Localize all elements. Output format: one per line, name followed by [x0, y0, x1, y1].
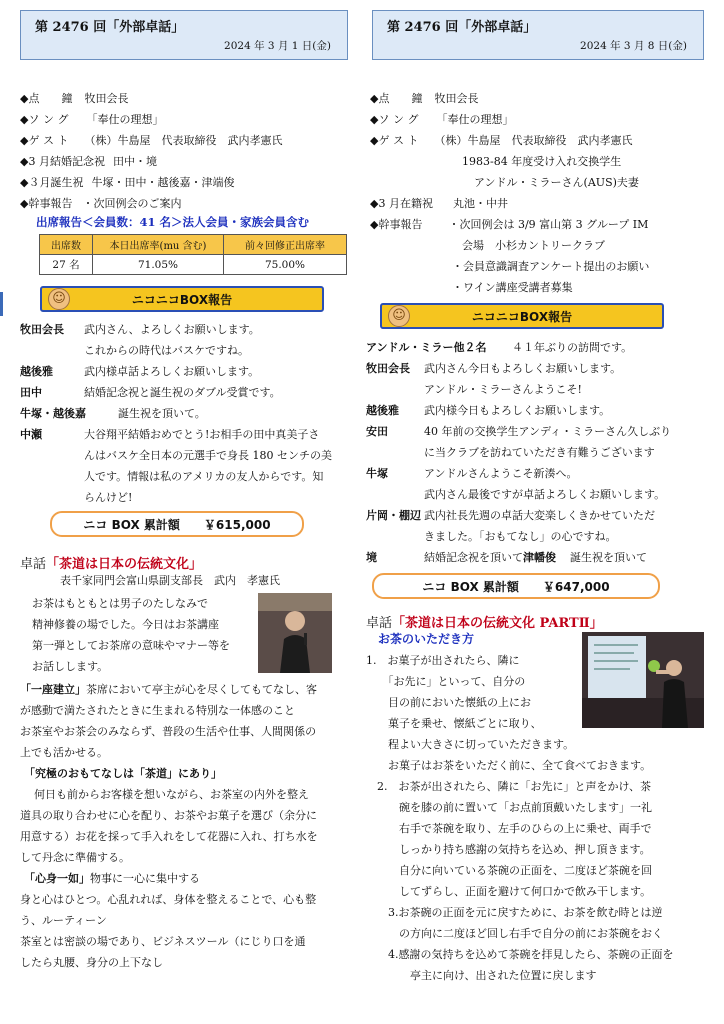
niko-message: 人です。情報は私のアメリカの友人からです。知: [84, 470, 324, 483]
niko-message: らんけど!: [84, 491, 133, 504]
attendance-value-cell: 27 名: [40, 255, 93, 275]
niko-name: アンドル・ミラー他２名: [366, 341, 487, 354]
step-line: 程よい大きさに切っていただきます。: [366, 738, 575, 751]
niko-banner: [40, 286, 324, 312]
paragraph-2-line: 道具の取り合わせに心を配り、お茶やお菓子を選び（余分に: [20, 809, 317, 822]
step-line: 目の前においた懐紙の上にお: [366, 696, 531, 709]
step-line: 碗を膝の前に置いて「お点前頂戴いたします」一礼: [366, 801, 652, 814]
paragraph-1-line: 茶席において亭主が心を尽くしてもてなし、客: [86, 683, 317, 696]
attendance-value-cell: 75.00%: [224, 255, 347, 275]
niko-banner: [380, 303, 664, 329]
program-item: [20, 92, 128, 106]
talk-body-line: 第一弾としてお茶席の意味やマナー等を: [32, 639, 230, 652]
niko-message: 武内さん、よろしくお願いします。: [84, 323, 260, 336]
step-line: しっかり持ち感謝の気持ちを込め、押し頂きます。: [366, 843, 651, 856]
left-header: [20, 10, 348, 60]
paragraph-1-line: お茶室やお茶会のみならず、普段の生活や仕事、人間関係の: [20, 725, 317, 738]
paragraph-1-head: 「一座建立」: [20, 683, 86, 696]
attendance-header-row: [40, 235, 347, 255]
niko-message: アンドル・ミラーさんようこそ!: [424, 383, 582, 396]
niko-message: アンドルさんようこそ新湊へ。: [424, 467, 578, 480]
paragraph-2-line: して丹念に準備する。: [20, 851, 130, 864]
left-header-date: 2024 年 3 月 1 日(金): [224, 40, 331, 52]
program-label: ◆幹事報告: [370, 218, 423, 231]
talk-title: [20, 553, 202, 572]
left-header-title: 第 2476 回「外部卓話」: [35, 20, 185, 35]
talk-title: [366, 612, 603, 631]
kanji-extra-line: ・会員意識調査アンケート提出のお願い: [452, 260, 650, 273]
niko-name: 牛塚・越後嘉: [20, 407, 86, 420]
program-item: [370, 134, 632, 148]
paragraph-3-head: 「心身一如」: [24, 872, 90, 885]
attendance-header-cell: 本日出席率(mu 含む): [93, 235, 224, 255]
niko-message: ４１年ぶりの訪問です。: [512, 341, 633, 354]
program-item: [20, 155, 157, 169]
step-line: 「お先に」といって、自分の: [366, 675, 526, 688]
program-item: [20, 176, 234, 190]
program-value: （株）牛島屋 代表取締役 武内孝憲氏: [434, 134, 633, 147]
niko-message: 結婚記念祝と誕生祝のダブル受賞です。: [84, 386, 281, 399]
niko-total-box: [50, 511, 304, 537]
step-line: 4.感謝の気持ちを込めて茶碗を拝見したら、茶碗の正面を: [366, 948, 674, 961]
edge-accent: [0, 292, 3, 316]
niko-message: これからの時代はバスケですね。: [84, 344, 249, 357]
niko-message: に当クラブを訪ねていただき有難うございます: [424, 446, 655, 459]
talk-prefix: 卓話: [366, 616, 393, 631]
speaker-line: 表千家同門会富山県副支部長 武内 孝憲氏: [60, 574, 280, 587]
paragraph-3-line: う、ルーティーン: [20, 914, 107, 927]
program-value: 田中・境: [112, 155, 157, 168]
niko-name: 安田: [366, 425, 388, 438]
program-label: ◆点 鐘: [20, 92, 73, 105]
niko-name: 牛塚: [366, 467, 388, 480]
niko-extra-text: 誕生祝を頂いて: [570, 551, 647, 564]
attendance-table: [39, 234, 347, 275]
niko-name: 牧田会長: [366, 362, 410, 375]
talk-title-text: 「茶道は日本の伝統文化 PARTⅡ」: [392, 616, 603, 631]
niko-message: 武内様今日もよろしくお願いします。: [424, 404, 611, 417]
talk-title-text: 「茶道は日本の伝統文化」: [46, 557, 203, 572]
niko-name: 越後雅: [20, 365, 53, 378]
step-line: お菓子はお茶をいただく前に、全て食べておきます。: [366, 759, 652, 772]
program-value: 牧田会長: [434, 92, 479, 105]
talk-subtitle: お茶のいただき方: [378, 632, 475, 646]
niko-banner-title: ニコニコBOX報告: [471, 310, 573, 324]
step-line: 2. お茶が出されたら、隣に「お先に」と声をかけ、茶: [366, 780, 652, 793]
niko-message: 武内社長先週の卓話大変楽しくきかせていただ: [424, 509, 655, 522]
niko-name: 牧田会長: [20, 323, 64, 336]
program-value: ・次回例会のご案内: [82, 197, 182, 210]
guest-extra-line: アンドル・ミラーさん(AUS)夫妻: [474, 176, 639, 189]
attendance-value-cell: 71.05%: [93, 255, 224, 275]
speaker-photo-image: [258, 593, 332, 673]
guest-extra-line: 1983-84 年度受け入れ交換学生: [462, 155, 622, 168]
program-item: [20, 197, 181, 211]
paragraph-2-head: 「究極のおもてなしは「茶道」にあり」: [24, 767, 222, 780]
paragraph-3-first: [24, 872, 200, 886]
program-value: 「奉仕の理想」: [436, 113, 514, 126]
kanji-extra-line: 会場 小杉カントリークラブ: [462, 239, 605, 252]
niko-message: 武内さん今日もよろしくお願いします。: [424, 362, 622, 375]
smile-icon: ☺: [48, 288, 70, 310]
program-label: ◆3 月在籍祝: [370, 197, 433, 210]
program-value: （株）牛島屋 代表取締役 武内孝憲氏: [84, 134, 283, 147]
niko-message: [424, 551, 647, 565]
attendance-header-cell: 出席数: [40, 235, 93, 255]
talk-prefix: 卓話: [20, 557, 47, 572]
step-line: 自分に向いている茶碗の正面を、二度ほど茶碗を回: [366, 864, 652, 877]
step-line: してずらし、正面を避けて何口かで飲み干します。: [366, 885, 652, 898]
niko-message: 武内さん最後ですが卓話よろしくお願いします。: [424, 488, 666, 501]
attendance-header-cell: 前々回修正出席率: [224, 235, 347, 255]
paragraph-3-line: 茶室とは密談の場であり、ビジネスツール（にじり口を通: [20, 935, 306, 948]
niko-total: ニコ BOX 累計額 ￥615,000: [83, 518, 271, 532]
step-line: 亭主に向け、出された位置に戻します: [366, 969, 597, 982]
program-item: [370, 197, 508, 211]
program-label: ◆3 月結婚記念祝: [20, 155, 105, 168]
paragraph-3-line: 物事に一心に集中する: [90, 872, 200, 885]
right-header-title: 第 2476 回「外部卓話」: [387, 20, 537, 35]
talk-body-line: 精神修養の場でした。今日はお茶講座: [32, 618, 219, 631]
paragraph-2-line: 何日も前からお客様を想いながら、お茶室の内外を整え: [34, 788, 309, 801]
niko-message: んはバスケ全日本の元選手で身長 180 センチの美: [84, 449, 332, 462]
paragraph-2-line: 用意する）お花を採って手入れをして花器に入れ、打ち水を: [20, 830, 318, 843]
kanji-extra-line: ・ワイン講座受講者募集: [452, 281, 573, 294]
niko-message: 武内様卓話よろしくお願いします。: [84, 365, 260, 378]
paragraph-1-line: 上でも活かせる。: [20, 746, 108, 759]
niko-message: 誕生祝を頂いて。: [118, 407, 206, 420]
program-value: 「奉仕の理想」: [86, 113, 164, 126]
niko-name: 越後雅: [366, 404, 399, 417]
niko-message: 大谷翔平結婚おめでとう!お相手の田中真美子さ: [84, 428, 320, 441]
step-line: 3.お茶碗の正面を元に戻すために、お茶を飲む時とは逆: [366, 906, 663, 919]
program-label: ◆ソ ン グ: [20, 113, 69, 126]
niko-name: 境: [366, 551, 377, 564]
program-item: [370, 92, 478, 106]
niko-message: きました。「おもてなし」の心ですね。: [424, 530, 617, 543]
talk-body-line: お話しします。: [32, 660, 109, 673]
niko-banner-title: ニコニコBOX報告: [131, 293, 233, 307]
program-label: ◆ソ ン グ: [370, 113, 419, 126]
program-label: ◆３月誕生祝: [20, 176, 84, 189]
step-line: の方向に二度ほど回し右手で自分の前にお茶碗をおく: [366, 927, 663, 940]
niko-message: 40 年前の交換学生アンディ・ミラーさん久しぶり: [424, 425, 672, 438]
niko-extra-name: 津幡俊: [523, 551, 556, 564]
program-item: [370, 218, 648, 232]
step-line: 1. お菓子が出されたら、隣に: [366, 654, 520, 667]
program-label: ◆ゲ ス ト: [20, 134, 69, 147]
attendance-value-row: [40, 255, 347, 275]
program-label: ◆点 鐘: [370, 92, 423, 105]
right-header: [372, 10, 704, 60]
paragraph-1-first: [20, 683, 317, 697]
talk-body-line: お茶はもともとは男子のたしなみで: [32, 597, 208, 610]
niko-total: ニコ BOX 累計額 ￥647,000: [422, 580, 610, 594]
niko-message-text: 結婚記念祝を頂いて: [424, 551, 523, 564]
niko-total-box: [372, 573, 660, 599]
niko-name: 中瀬: [20, 428, 42, 441]
program-item: [20, 134, 282, 148]
program-item: [20, 113, 163, 127]
attendance-heading: 出席報告＜会員数：41 名＞法人会員・家族会員含む: [36, 215, 310, 229]
program-label: ◆幹事報告: [20, 197, 73, 210]
right-header-date: 2024 年 3 月 8 日(金): [580, 40, 687, 52]
smile-icon: ☺: [388, 305, 410, 327]
lecture-photo-image: [582, 632, 704, 728]
paragraph-3-line: 身と心はひとつ。心乱れれば、身体を整えることで、心も整: [20, 893, 317, 906]
lecture-photo: [582, 632, 704, 728]
paragraph-1-line: が感動で満たされたときに生まれる特別な一体感のこと: [20, 704, 295, 717]
program-item: [370, 113, 513, 127]
program-value: 丸池・中井: [452, 197, 508, 210]
speaker-photo: [258, 593, 332, 673]
program-value: 牛塚・田中・越後嘉・津端俊: [91, 176, 235, 189]
paragraph-3-line: したら丸腰、身分の上下なし: [20, 956, 163, 969]
program-label: ◆ゲ ス ト: [370, 134, 419, 147]
step-line: 右手で茶碗を取り、左手のひらの上に乗せ、両手で: [366, 822, 652, 835]
niko-name: 田中: [20, 386, 42, 399]
niko-name: 片岡・棚辺: [366, 509, 421, 522]
program-value: 牧田会長: [84, 92, 129, 105]
step-line: 菓子を乗せ、懐紙ごとに取り、: [366, 717, 542, 730]
program-value: ・次回例会は 3/9 富山第 3 グループ IM: [448, 218, 649, 231]
